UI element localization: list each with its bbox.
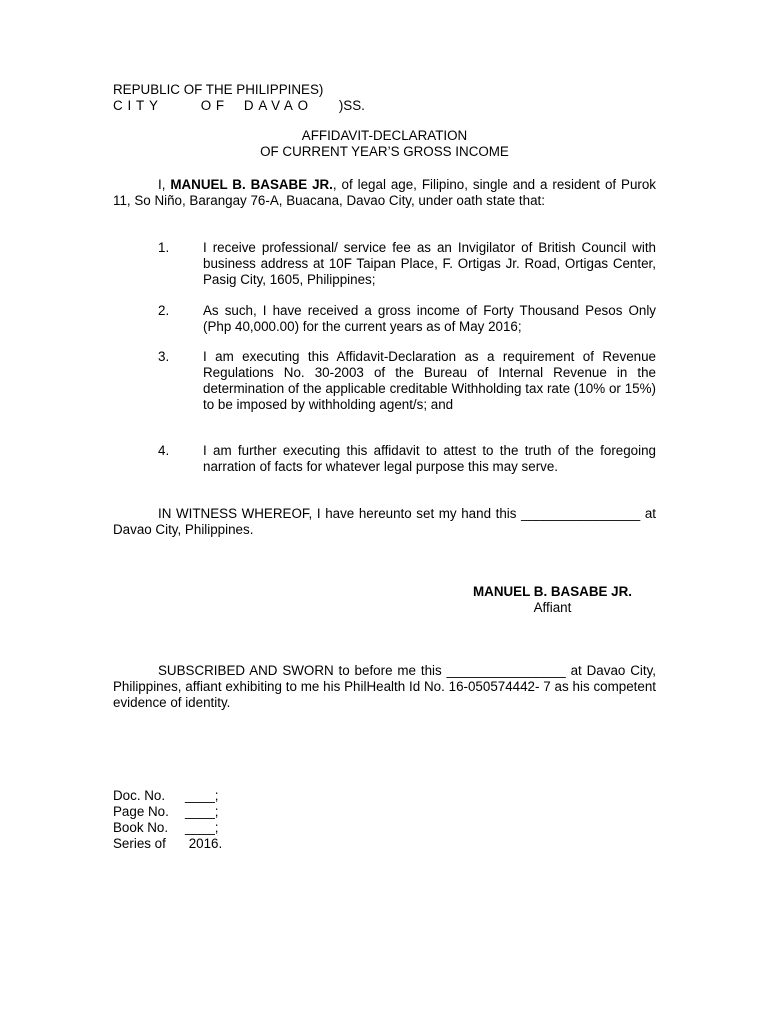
notarial-label: Doc. No. [113,788,166,803]
notarial-row [113,788,222,804]
witness-paragraph: IN WITNESS WHEREOF, I have hereunto set my hand this ________________ at Davao City, Philippines. [113,506,656,537]
list-item-text: As such, I have received a gross income of Forty Thousand Pesos Only (Php 40,000.00) for the current years as of May 2016; [203,303,656,334]
affiant-name-inline: MANUEL B. BASABE JR. [170,177,333,192]
list-item-number: 1. [158,240,170,255]
caption-davao: DAVAO [243,98,313,113]
notarial-register [113,788,222,852]
list-item-number: 2. [158,303,170,318]
caption-city-line [113,98,365,114]
list-item-text: I am executing this Affidavit-Declaration as a requirement of Revenue Regulations No. 30-2003 of the Bureau of Internal Revenue in the determination of the applicable creditable Withholding tax rate (10% or 15%) to be imposed by withholding agent/s; and [203,349,656,412]
list-item-number: 3. [158,349,170,364]
list-item-text: I am further executing this affidavit to attest to the truth of the foregoing narration of facts for whatever legal purpose this may serve. [203,443,656,474]
caption-ss: )SS. [338,98,365,113]
list-item-text: I receive professional/ service fee as an Invigilator of British Council with business address at 10F Taipan Place, F. Ortigas Jr. Road, Ortigas Center, Pasig City, 1605, Philippines; [203,240,656,287]
notarial-row [113,836,222,852]
title-line-1: AFFIDAVIT-DECLARATION [301,128,468,143]
caption-of: OF [200,98,229,113]
notarial-value: 2016. [185,836,223,851]
notarial-label: Book No. [113,820,169,835]
jurat-paragraph: SUBSCRIBED AND SWORN to before me this ________________ at Davao City, Philippines, affiant exhibiting to me his PhilHealth Id No. 16-050574442- 7 as his competent evidence of identity. [113,663,656,710]
notarial-row [113,820,222,836]
notarial-row [113,804,222,820]
title-line-2: OF CURRENT YEAR’S GROSS INCOME [260,144,509,159]
affiant-name: MANUEL B. BASABE JR. [473,584,632,599]
notarial-label: Page No. [113,804,169,819]
list-item [113,240,656,288]
list-item [113,303,656,335]
affiant-label: Affiant [533,600,572,615]
caption-republic: REPUBLIC OF THE PHILIPPINES) [113,82,324,97]
notarial-label: Series of [113,836,166,851]
intro-paragraph [113,177,656,209]
intro-prefix: I, [158,177,171,192]
notarial-value: ____; [185,820,219,835]
intro-rest: , of legal age, Filipino, single and a resident of Purok 11, So Niño, Barangay 76-A, Buacana, Davao City, under oath state that: [113,177,657,208]
document-title [113,128,656,160]
caption-city: CITY [113,98,163,113]
list-item [113,443,656,475]
list-item-number: 4. [158,443,170,458]
affiant-signature-block [440,584,665,616]
notarial-value: ____; [185,788,219,803]
list-item [113,349,656,413]
notarial-value: ____; [185,804,219,819]
